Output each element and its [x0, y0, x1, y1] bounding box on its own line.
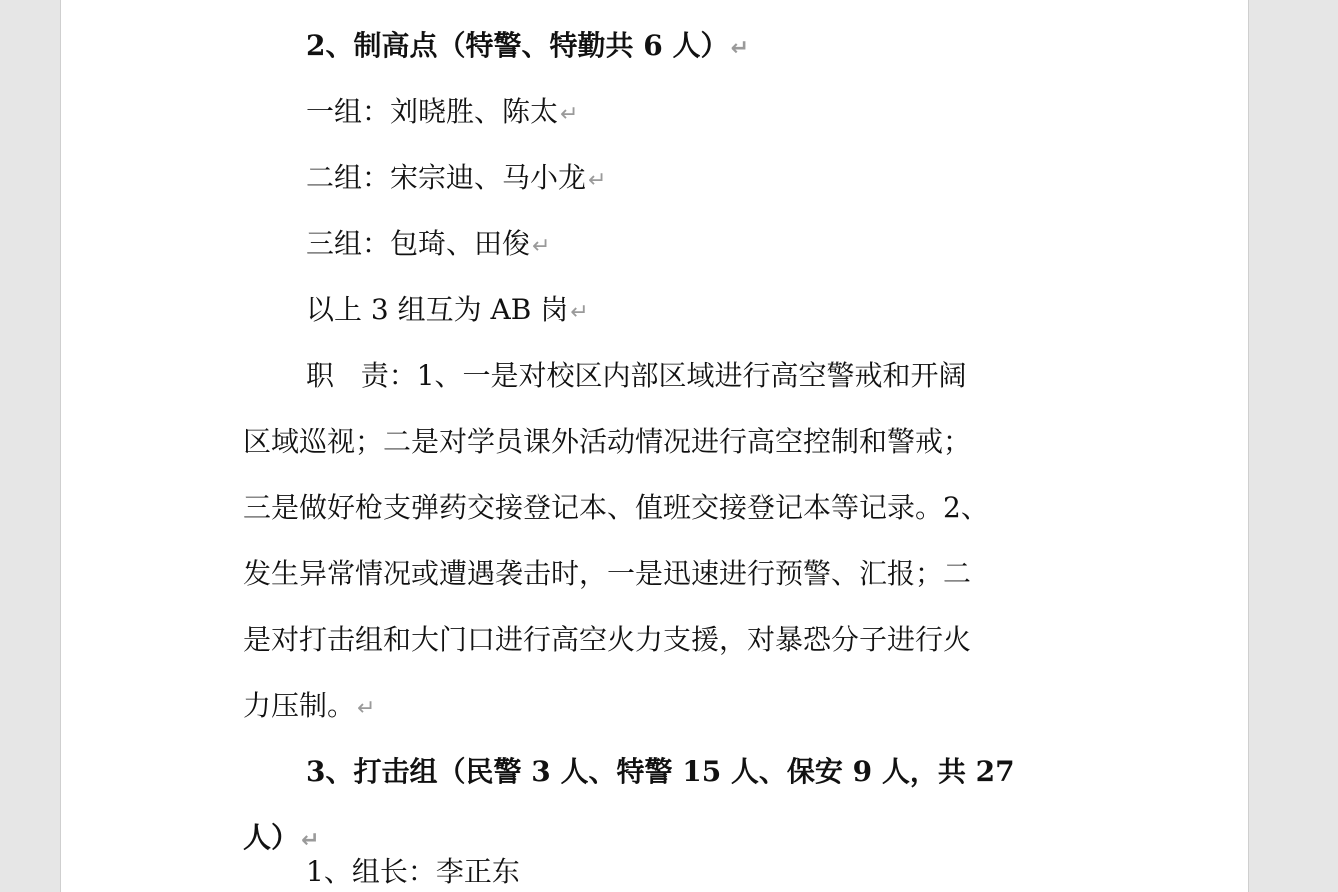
paragraph-mark-icon: ↵ — [532, 234, 551, 259]
line-text: 是对打击组和大门口进行高空火力支援，对暴恐分子进行火 — [243, 623, 972, 656]
paragraph-mark-icon: ↵ — [588, 168, 607, 193]
line-text: 力压制。 — [243, 689, 356, 722]
duties-line-1 — [306, 356, 1076, 396]
duties-line-5 — [243, 620, 1073, 660]
ab-post-line — [306, 290, 1076, 333]
group-three-line — [306, 224, 1076, 267]
line-text: 二组：宋宗迪、马小龙 — [306, 161, 587, 194]
heading-high-point — [306, 26, 1076, 69]
paragraph-mark-icon: ↵ — [570, 300, 589, 325]
line-text: 职 责：1、一是对校区内部区域进行高空警戒和开阔 — [306, 359, 967, 392]
duties-line-3 — [243, 488, 1073, 528]
document-page — [60, 0, 1249, 892]
line-text: 发生异常情况或遭遇袭击时，一是迅速进行预警、汇报；二 — [243, 557, 972, 590]
line-text: 三组：包琦、田俊 — [306, 227, 531, 260]
duties-line-4 — [243, 554, 1073, 594]
line-text: 以上 3 组互为 AB 岗 — [306, 293, 569, 326]
duties-line-6 — [243, 686, 1073, 729]
paragraph-mark-icon: ↵ — [560, 102, 579, 127]
paragraph-mark-icon: ↵ — [730, 36, 749, 61]
paragraph-mark-icon: ↵ — [357, 696, 376, 721]
group-two-line — [306, 158, 1076, 201]
line-text: 人） — [243, 821, 300, 854]
line-text: 3、打击组（民警 3 人、特警 15 人、保安 9 人，共 27 — [306, 755, 1015, 788]
line-text: 2、制高点（特警、特勤共 6 人） — [306, 29, 729, 62]
line-text: 1、组长：李正东 — [306, 855, 520, 888]
line-text: 三是做好枪支弹药交接登记本、值班交接登记本等记录。2、 — [243, 491, 989, 524]
line-text: 区域巡视；二是对学员课外活动情况进行高空控制和警戒； — [243, 425, 972, 458]
line-text: 一组：刘晓胜、陈太 — [306, 95, 559, 128]
group-one-line — [306, 92, 1076, 135]
heading-strike-group — [306, 752, 1076, 792]
paragraph-mark-icon: ↵ — [301, 828, 320, 853]
duties-line-2 — [243, 422, 1073, 462]
clipped-line — [306, 855, 706, 892]
